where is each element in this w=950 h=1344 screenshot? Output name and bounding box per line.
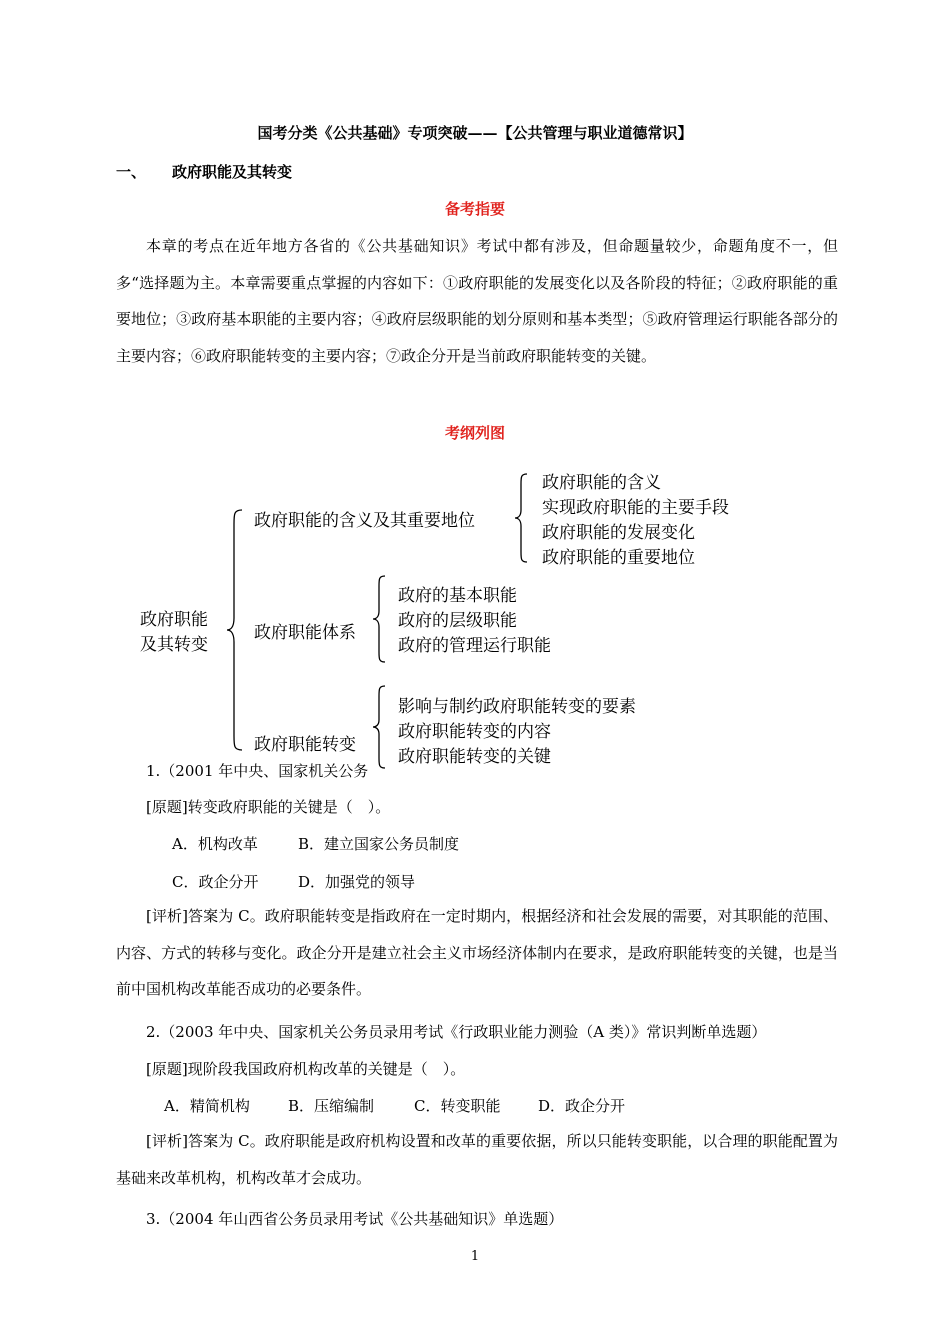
- diagram-branch3-item: 影响与制约政府职能转变的要素: [398, 697, 636, 717]
- diagram-branch3-brace: [370, 684, 390, 770]
- diagram-branch2-brace: [370, 574, 390, 664]
- q2-analysis: [116, 1123, 838, 1196]
- section-number: 一、: [116, 163, 147, 181]
- guide-paragraph: [116, 228, 838, 374]
- diagram-branch1-item: 政府职能的重要地位: [542, 548, 695, 568]
- diagram-root-line1: 政府职能: [140, 610, 208, 630]
- diagram-branch2-item: 政府的管理运行职能: [398, 636, 551, 656]
- q1-options-row2: [172, 871, 415, 892]
- diagram-branch1-item: 政府职能的发展变化: [542, 523, 695, 543]
- section-title: 政府职能及其转变: [172, 163, 293, 181]
- q1-option-c: C．政企分开: [172, 873, 259, 891]
- q1-question: [原题]转变政府职能的关键是（ ）。: [146, 798, 391, 816]
- diagram-branch1-item: 实现政府职能的主要手段: [542, 498, 729, 518]
- diagram-branch1-label: 政府职能的含义及其重要地位: [254, 511, 475, 531]
- diagram-root-line2: 及其转变: [140, 635, 208, 655]
- diagram-big-brace: [225, 508, 247, 752]
- q2-option-d: D．政企分开: [538, 1097, 626, 1115]
- diagram-branch2-label: 政府职能体系: [254, 623, 356, 643]
- q2-source: 2.（2003 年中央、国家机关公务员录用考试《行政职业能力测验（A 类）》常识判断单选题）: [146, 1023, 767, 1041]
- q2-question: [原题]现阶段我国政府机构改革的关键是（ ）。: [146, 1060, 466, 1078]
- q3-source: 3.（2004 年山西省公务员录用考试《公共基础知识》单选题）: [146, 1210, 564, 1228]
- diagram-branch3-label: 政府职能转变: [254, 735, 356, 755]
- outline-heading: 考纲列图: [444, 424, 505, 442]
- diagram-branch3-item: 政府职能转变的内容: [398, 722, 551, 742]
- q2-option-c: C．转变职能: [414, 1097, 501, 1115]
- diagram-branch2-item: 政府的基本职能: [398, 586, 517, 606]
- diagram-branch1-brace: [512, 472, 532, 564]
- q2-option-b: B．压缩编制: [288, 1097, 375, 1115]
- q1-analysis: [116, 898, 838, 1008]
- diagram-branch1-item: 政府职能的含义: [542, 473, 661, 493]
- q2-option-a: A．精简机构: [164, 1097, 250, 1115]
- diagram-branch3-item: 政府职能转变的关键: [398, 747, 551, 767]
- diagram-branch2-item: 政府的层级职能: [398, 611, 517, 631]
- document-title: 国考分类《公共基础》专项突破——【公共管理与职业道德常识】: [257, 124, 693, 142]
- q2-options-row: [164, 1095, 625, 1116]
- q1-options-row1: [172, 833, 459, 854]
- q1-option-d: D．加强党的领导: [298, 873, 416, 891]
- guide-paragraph-text: 本章的考点在近年地方各省的《公共基础知识》考试中都有涉及，但命题量较少，命题角度不一，但多“选择题为主。本章需要重点掌握的内容如下：①政府职能的发展变化以及各阶段的特征；②政府职能的重要地位；③政府基本职能的主要内容；④政府层级职能的划分原则和基本类型；⑤政府管理运行职能各部分的主要内容；⑥政府职能转变的主要内容；⑦政企分开是当前政府职能转变的关键。: [116, 237, 838, 365]
- page-number: 1: [470, 1249, 480, 1264]
- q1-analysis-text: [评析]答案为 C。政府职能转变是指政府在一定时期内，根据经济和社会发展的需要，对其职能的范围、内容、方式的转移与变化。政企分开是建立社会主义市场经济体制内在要求，是政府职能转变的关键，也是当前中国机构改革能否成功的必要条件。: [116, 907, 838, 998]
- q1-source: 1.（2001 年中央、国家机关公务: [146, 762, 369, 780]
- q1-option-b: B．建立国家公务员制度: [298, 835, 460, 853]
- guide-heading: 备考指要: [444, 200, 505, 218]
- q2-analysis-text: [评析]答案为 C。政府职能是政府机构设置和改革的重要依据，所以只能转变职能，以合理的职能配置为基础来改革机构，机构改革才会成功。: [116, 1132, 838, 1187]
- q1-option-a: A．机构改革: [172, 835, 258, 853]
